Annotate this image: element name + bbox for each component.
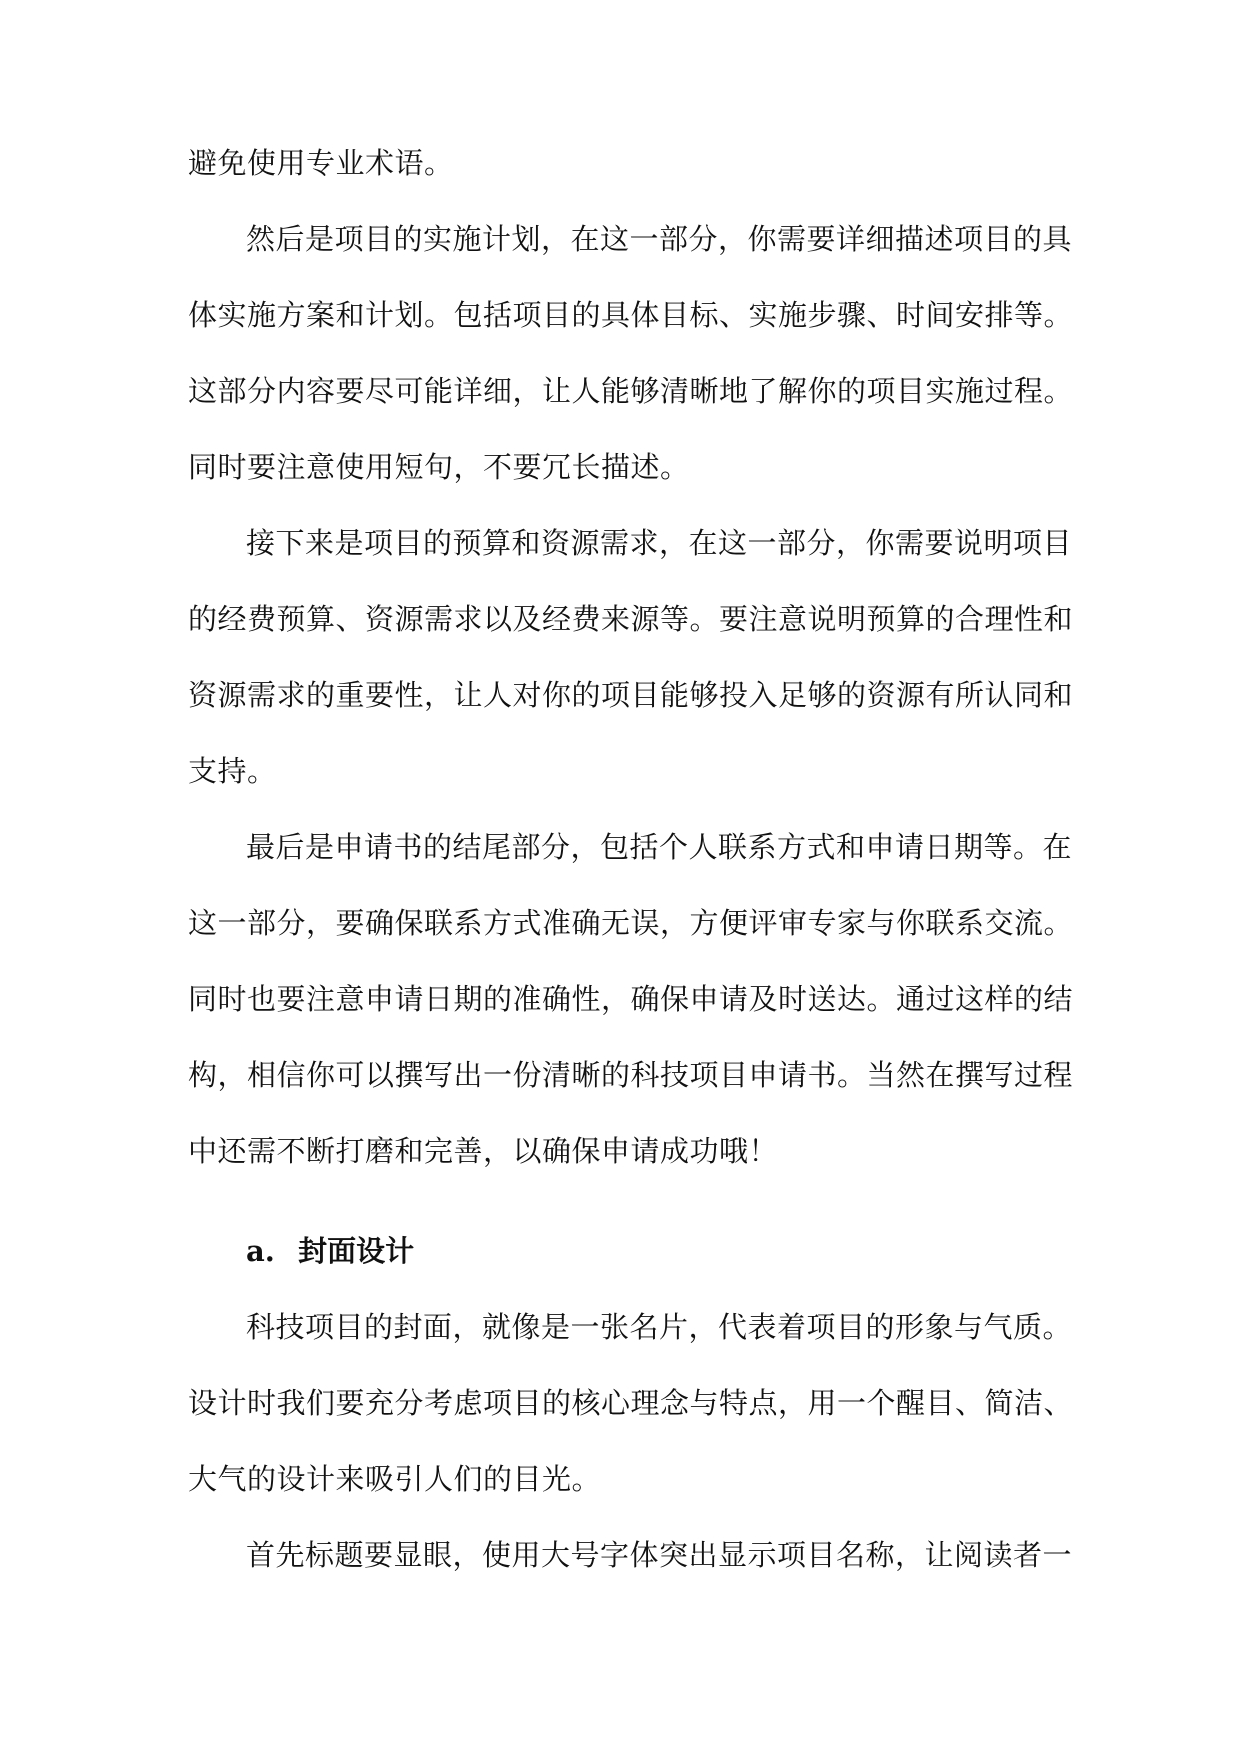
text-line: 设计时我们要充分考虑项目的核心理念与特点，用一个醒目、简洁、 <box>188 1386 1074 1420</box>
text-line: 构，相信你可以撰写出一份清晰的科技项目申请书。当然在撰写过程 <box>188 1058 1074 1092</box>
section-heading <box>188 1231 1058 1307</box>
heading-marker: a. <box>246 1234 275 1268</box>
text-line: 这一部分，要确保联系方式准确无误，方便评审专家与你联系交流。 <box>188 906 1074 940</box>
text-line: 接下来是项目的预算和资源需求，在这一部分，你需要说明项目 <box>246 526 1073 560</box>
text-line: 首先标题要显眼，使用大号字体突出显示项目名称，让阅读者一 <box>246 1538 1073 1572</box>
text-line: 最后是申请书的结尾部分，包括个人联系方式和申请日期等。在 <box>246 830 1073 864</box>
text-line: 体实施方案和计划。包括项目的具体目标、实施步骤、时间安排等。 <box>188 298 1074 332</box>
text-line: 资源需求的重要性，让人对你的项目能够投入足够的资源有所认同和 <box>188 678 1074 712</box>
document-body <box>188 143 1074 1611</box>
heading-title: 封面设计 <box>298 1234 415 1268</box>
text-line: 避免使用专业术语。 <box>188 146 454 180</box>
text-line: 支持。 <box>188 754 277 788</box>
text-line: 科技项目的封面，就像是一张名片，代表着项目的形象与气质。 <box>246 1310 1073 1344</box>
text-line: 的经费预算、资源需求以及经费来源等。要注意说明预算的合理性和 <box>188 602 1074 636</box>
text-line: 然后是项目的实施计划，在这一部分，你需要详细描述项目的具 <box>246 222 1073 256</box>
text-line: 同时要注意使用短句，不要冗长描述。 <box>188 450 690 484</box>
text-line: 大气的设计来吸引人们的目光。 <box>188 1462 602 1496</box>
text-line: 中还需不断打磨和完善，以确保申请成功哦！ <box>188 1134 779 1168</box>
text-line: 这部分内容要尽可能详细，让人能够清晰地了解你的项目实施过程。 <box>188 374 1074 408</box>
text-line: 同时也要注意申请日期的准确性，确保申请及时送达。通过这样的结 <box>188 982 1074 1016</box>
